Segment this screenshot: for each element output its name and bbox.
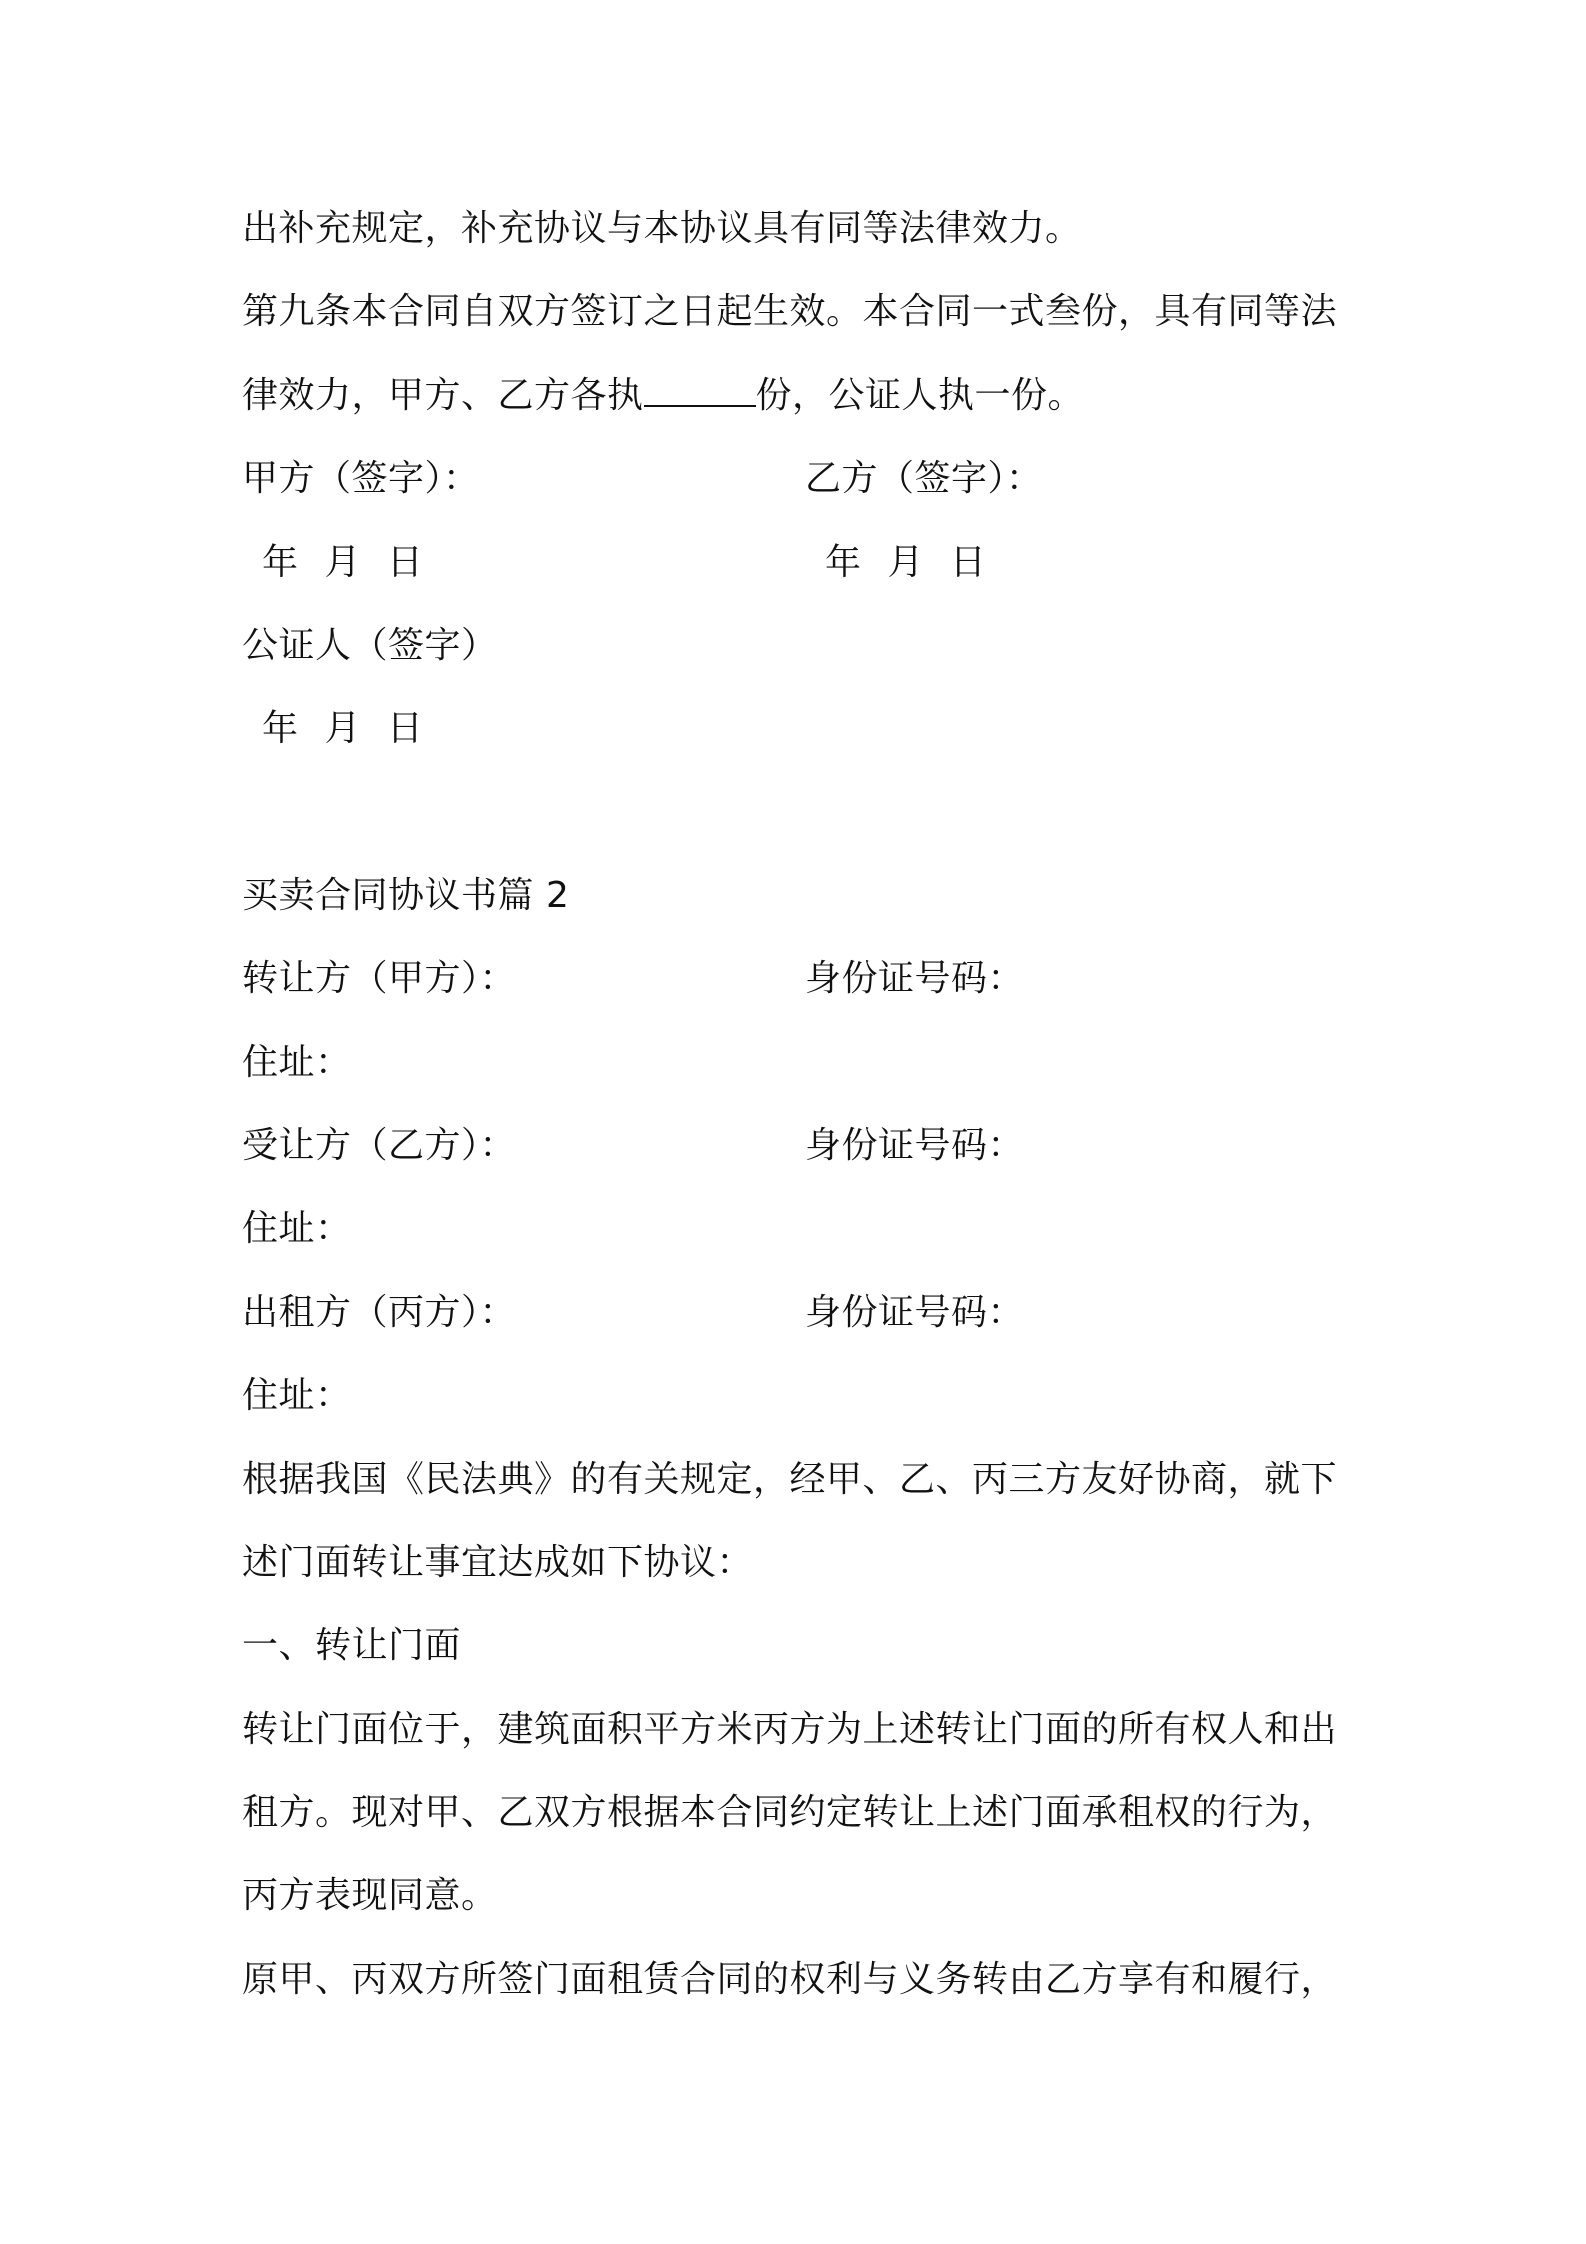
party-a-date: 年 月 日 bbox=[262, 542, 424, 583]
transferee-address-label: 住址： bbox=[242, 1208, 352, 1249]
paragraph-line: 第九条本合同自双方签订之日起生效。本合同一式叁份，具有同等法 bbox=[242, 291, 1338, 332]
lessor-label: 出租方（丙方）： bbox=[242, 1292, 517, 1333]
paragraph-line: 根据我国《民法典》的有关规定，经甲、乙、丙三方友好协商，就下 bbox=[242, 1459, 1338, 1500]
transferee-id-label: 身份证号码： bbox=[805, 1125, 1025, 1166]
paragraph-line: 丙方表现同意。 bbox=[242, 1875, 498, 1916]
notary-signature-label: 公证人（签字） bbox=[242, 625, 498, 666]
lessor-id-label: 身份证号码： bbox=[805, 1292, 1025, 1333]
clause-heading: 一、转让门面 bbox=[242, 1625, 462, 1666]
section-title: 买卖合同协议书篇 2 bbox=[242, 875, 570, 916]
notary-date: 年 月 日 bbox=[262, 708, 424, 749]
paragraph-line bbox=[242, 373, 1084, 419]
paragraph-line: 原甲、丙双方所签门面租赁合同的权利与义务转由乙方享有和履行， bbox=[242, 1959, 1338, 2000]
paragraph-line: 转让门面位于，建筑面积平方米丙方为上述转让门面的所有权人和出 bbox=[242, 1709, 1338, 1750]
fill-in-blank bbox=[644, 375, 756, 407]
transferor-address-label: 住址： bbox=[242, 1042, 352, 1083]
paragraph-line: 租方。现对甲、乙双方根据本合同约定转让上述门面承租权的行为， bbox=[242, 1792, 1338, 1833]
text-segment: 律效力，甲方、乙方各执 bbox=[242, 375, 644, 416]
party-b-signature-label: 乙方（签字）： bbox=[805, 458, 1043, 499]
paragraph-line: 出补充规定，补充协议与本协议具有同等法律效力。 bbox=[242, 208, 1082, 249]
transferor-label: 转让方（甲方）： bbox=[242, 958, 517, 999]
lessor-address-label: 住址： bbox=[242, 1375, 352, 1416]
party-a-signature-label: 甲方（签字）： bbox=[242, 458, 480, 499]
transferor-id-label: 身份证号码： bbox=[805, 958, 1025, 999]
text-segment: 份，公证人执一份。 bbox=[755, 375, 1085, 416]
transferee-label: 受让方（乙方）： bbox=[242, 1125, 517, 1166]
party-b-date: 年 月 日 bbox=[825, 542, 987, 583]
paragraph-line: 述门面转让事宜达成如下协议： bbox=[242, 1542, 754, 1583]
